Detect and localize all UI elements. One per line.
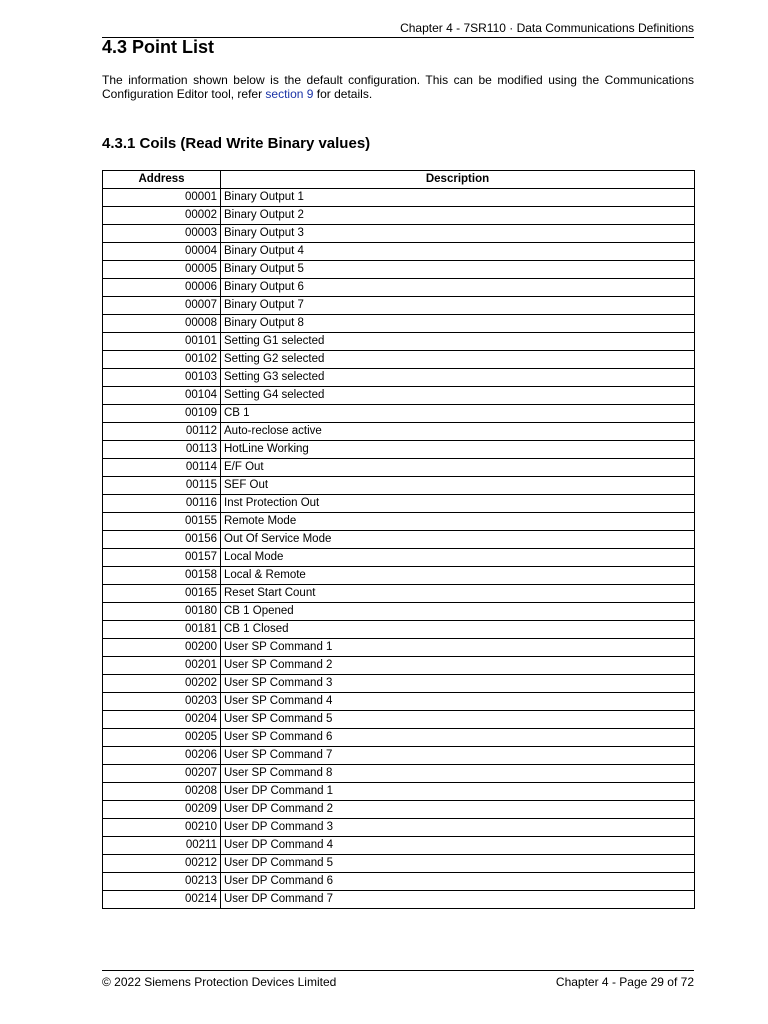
address-cell: 00003 [103,225,221,243]
description-cell: User SP Command 6 [221,729,695,747]
address-cell: 00116 [103,495,221,513]
address-cell: 00103 [103,369,221,387]
address-cell: 00005 [103,261,221,279]
description-cell: Local & Remote [221,567,695,585]
description-cell: User DP Command 5 [221,855,695,873]
description-cell: Binary Output 2 [221,207,695,225]
table-row [103,711,695,729]
description-cell: Setting G3 selected [221,369,695,387]
table-row [103,441,695,459]
table-row [103,873,695,891]
description-cell: User DP Command 2 [221,801,695,819]
description-cell: Out Of Service Mode [221,531,695,549]
description-cell: Binary Output 4 [221,243,695,261]
intro-paragraph [102,73,694,101]
address-cell: 00211 [103,837,221,855]
description-cell: Binary Output 7 [221,297,695,315]
table-row [103,279,695,297]
address-cell: 00007 [103,297,221,315]
address-cell: 00202 [103,675,221,693]
address-cell: 00165 [103,585,221,603]
description-cell: User SP Command 3 [221,675,695,693]
description-cell: User SP Command 7 [221,747,695,765]
footer-rule [102,970,694,971]
address-cell: 00210 [103,819,221,837]
table-row [103,387,695,405]
coils-point-table [102,170,695,909]
table-row [103,351,695,369]
address-cell: 00114 [103,459,221,477]
description-cell: User DP Command 3 [221,819,695,837]
table-row [103,225,695,243]
description-cell: User SP Command 5 [221,711,695,729]
address-cell: 00200 [103,639,221,657]
table-row [103,657,695,675]
description-cell: Setting G2 selected [221,351,695,369]
description-cell: User DP Command 6 [221,873,695,891]
description-cell: Binary Output 5 [221,261,695,279]
description-cell: Setting G4 selected [221,387,695,405]
address-cell: 00201 [103,657,221,675]
address-cell: 00212 [103,855,221,873]
description-cell: Inst Protection Out [221,495,695,513]
running-header: Chapter 4 - 7SR110 · Data Communications Definitions [400,21,694,35]
description-cell: Binary Output 1 [221,189,695,207]
description-cell: Binary Output 8 [221,315,695,333]
table-row [103,621,695,639]
table-row [103,549,695,567]
address-cell: 00213 [103,873,221,891]
table-row [103,693,695,711]
address-cell: 00112 [103,423,221,441]
address-cell: 00104 [103,387,221,405]
address-cell: 00113 [103,441,221,459]
table-row [103,261,695,279]
description-cell: User DP Command 4 [221,837,695,855]
intro-text-after: for details. [313,87,373,101]
description-cell: Binary Output 6 [221,279,695,297]
description-cell: SEF Out [221,477,695,495]
table-row [103,333,695,351]
table-row [103,819,695,837]
address-cell: 00008 [103,315,221,333]
table-body [103,189,695,909]
table-row [103,567,695,585]
table-row [103,585,695,603]
table-row [103,531,695,549]
address-cell: 00006 [103,279,221,297]
table-row [103,675,695,693]
address-cell: 00115 [103,477,221,495]
description-cell: CB 1 Opened [221,603,695,621]
table-header-row [103,171,695,189]
description-column-header: Description [221,171,695,189]
table-row [103,207,695,225]
table-row [103,189,695,207]
description-cell: CB 1 Closed [221,621,695,639]
table-row [103,747,695,765]
address-cell: 00158 [103,567,221,585]
description-cell: User SP Command 1 [221,639,695,657]
description-cell: Setting G1 selected [221,333,695,351]
address-column-header: Address [103,171,221,189]
description-cell: Local Mode [221,549,695,567]
address-cell: 00102 [103,351,221,369]
section-9-link[interactable]: section 9 [265,87,314,101]
address-cell: 00203 [103,693,221,711]
table-row [103,855,695,873]
address-cell: 00214 [103,891,221,909]
table-row [103,891,695,909]
address-cell: 00181 [103,621,221,639]
footer-copyright: © 2022 Siemens Protection Devices Limited [102,975,337,989]
table-row [103,477,695,495]
description-cell: User DP Command 7 [221,891,695,909]
address-cell: 00101 [103,333,221,351]
address-cell: 00206 [103,747,221,765]
description-cell: User SP Command 8 [221,765,695,783]
table-row [103,837,695,855]
address-cell: 00205 [103,729,221,747]
table-row [103,459,695,477]
subsection-title: 4.3.1 Coils (Read Write Binary values) [102,135,371,152]
description-cell: User SP Command 4 [221,693,695,711]
description-cell: Auto-reclose active [221,423,695,441]
table-row [103,315,695,333]
table-row [103,603,695,621]
description-cell: Reset Start Count [221,585,695,603]
address-cell: 00004 [103,243,221,261]
address-cell: 00207 [103,765,221,783]
description-cell: User DP Command 1 [221,783,695,801]
table-row [103,405,695,423]
address-cell: 00209 [103,801,221,819]
description-cell: HotLine Working [221,441,695,459]
table-row [103,243,695,261]
address-cell: 00204 [103,711,221,729]
address-cell: 00002 [103,207,221,225]
table-row [103,801,695,819]
table-row [103,495,695,513]
table-row [103,297,695,315]
table-row [103,513,695,531]
table-row [103,639,695,657]
description-cell: User SP Command 2 [221,657,695,675]
address-cell: 00109 [103,405,221,423]
address-cell: 00208 [103,783,221,801]
intro-text-before: The information shown below is the default configuration. This can be modified using the Communications Configuration Editor tool, refer [102,73,694,101]
address-cell: 00180 [103,603,221,621]
address-cell: 00155 [103,513,221,531]
description-cell: Remote Mode [221,513,695,531]
address-cell: 00156 [103,531,221,549]
table-row [103,783,695,801]
section-title: 4.3 Point List [102,37,215,57]
description-cell: Binary Output 3 [221,225,695,243]
footer-page-number: Chapter 4 - Page 29 of 72 [555,975,694,989]
table-row [103,369,695,387]
description-cell: CB 1 [221,405,695,423]
address-cell: 00001 [103,189,221,207]
table-row [103,423,695,441]
address-cell: 00157 [103,549,221,567]
table-row [103,729,695,747]
table-row [103,765,695,783]
description-cell: E/F Out [221,459,695,477]
